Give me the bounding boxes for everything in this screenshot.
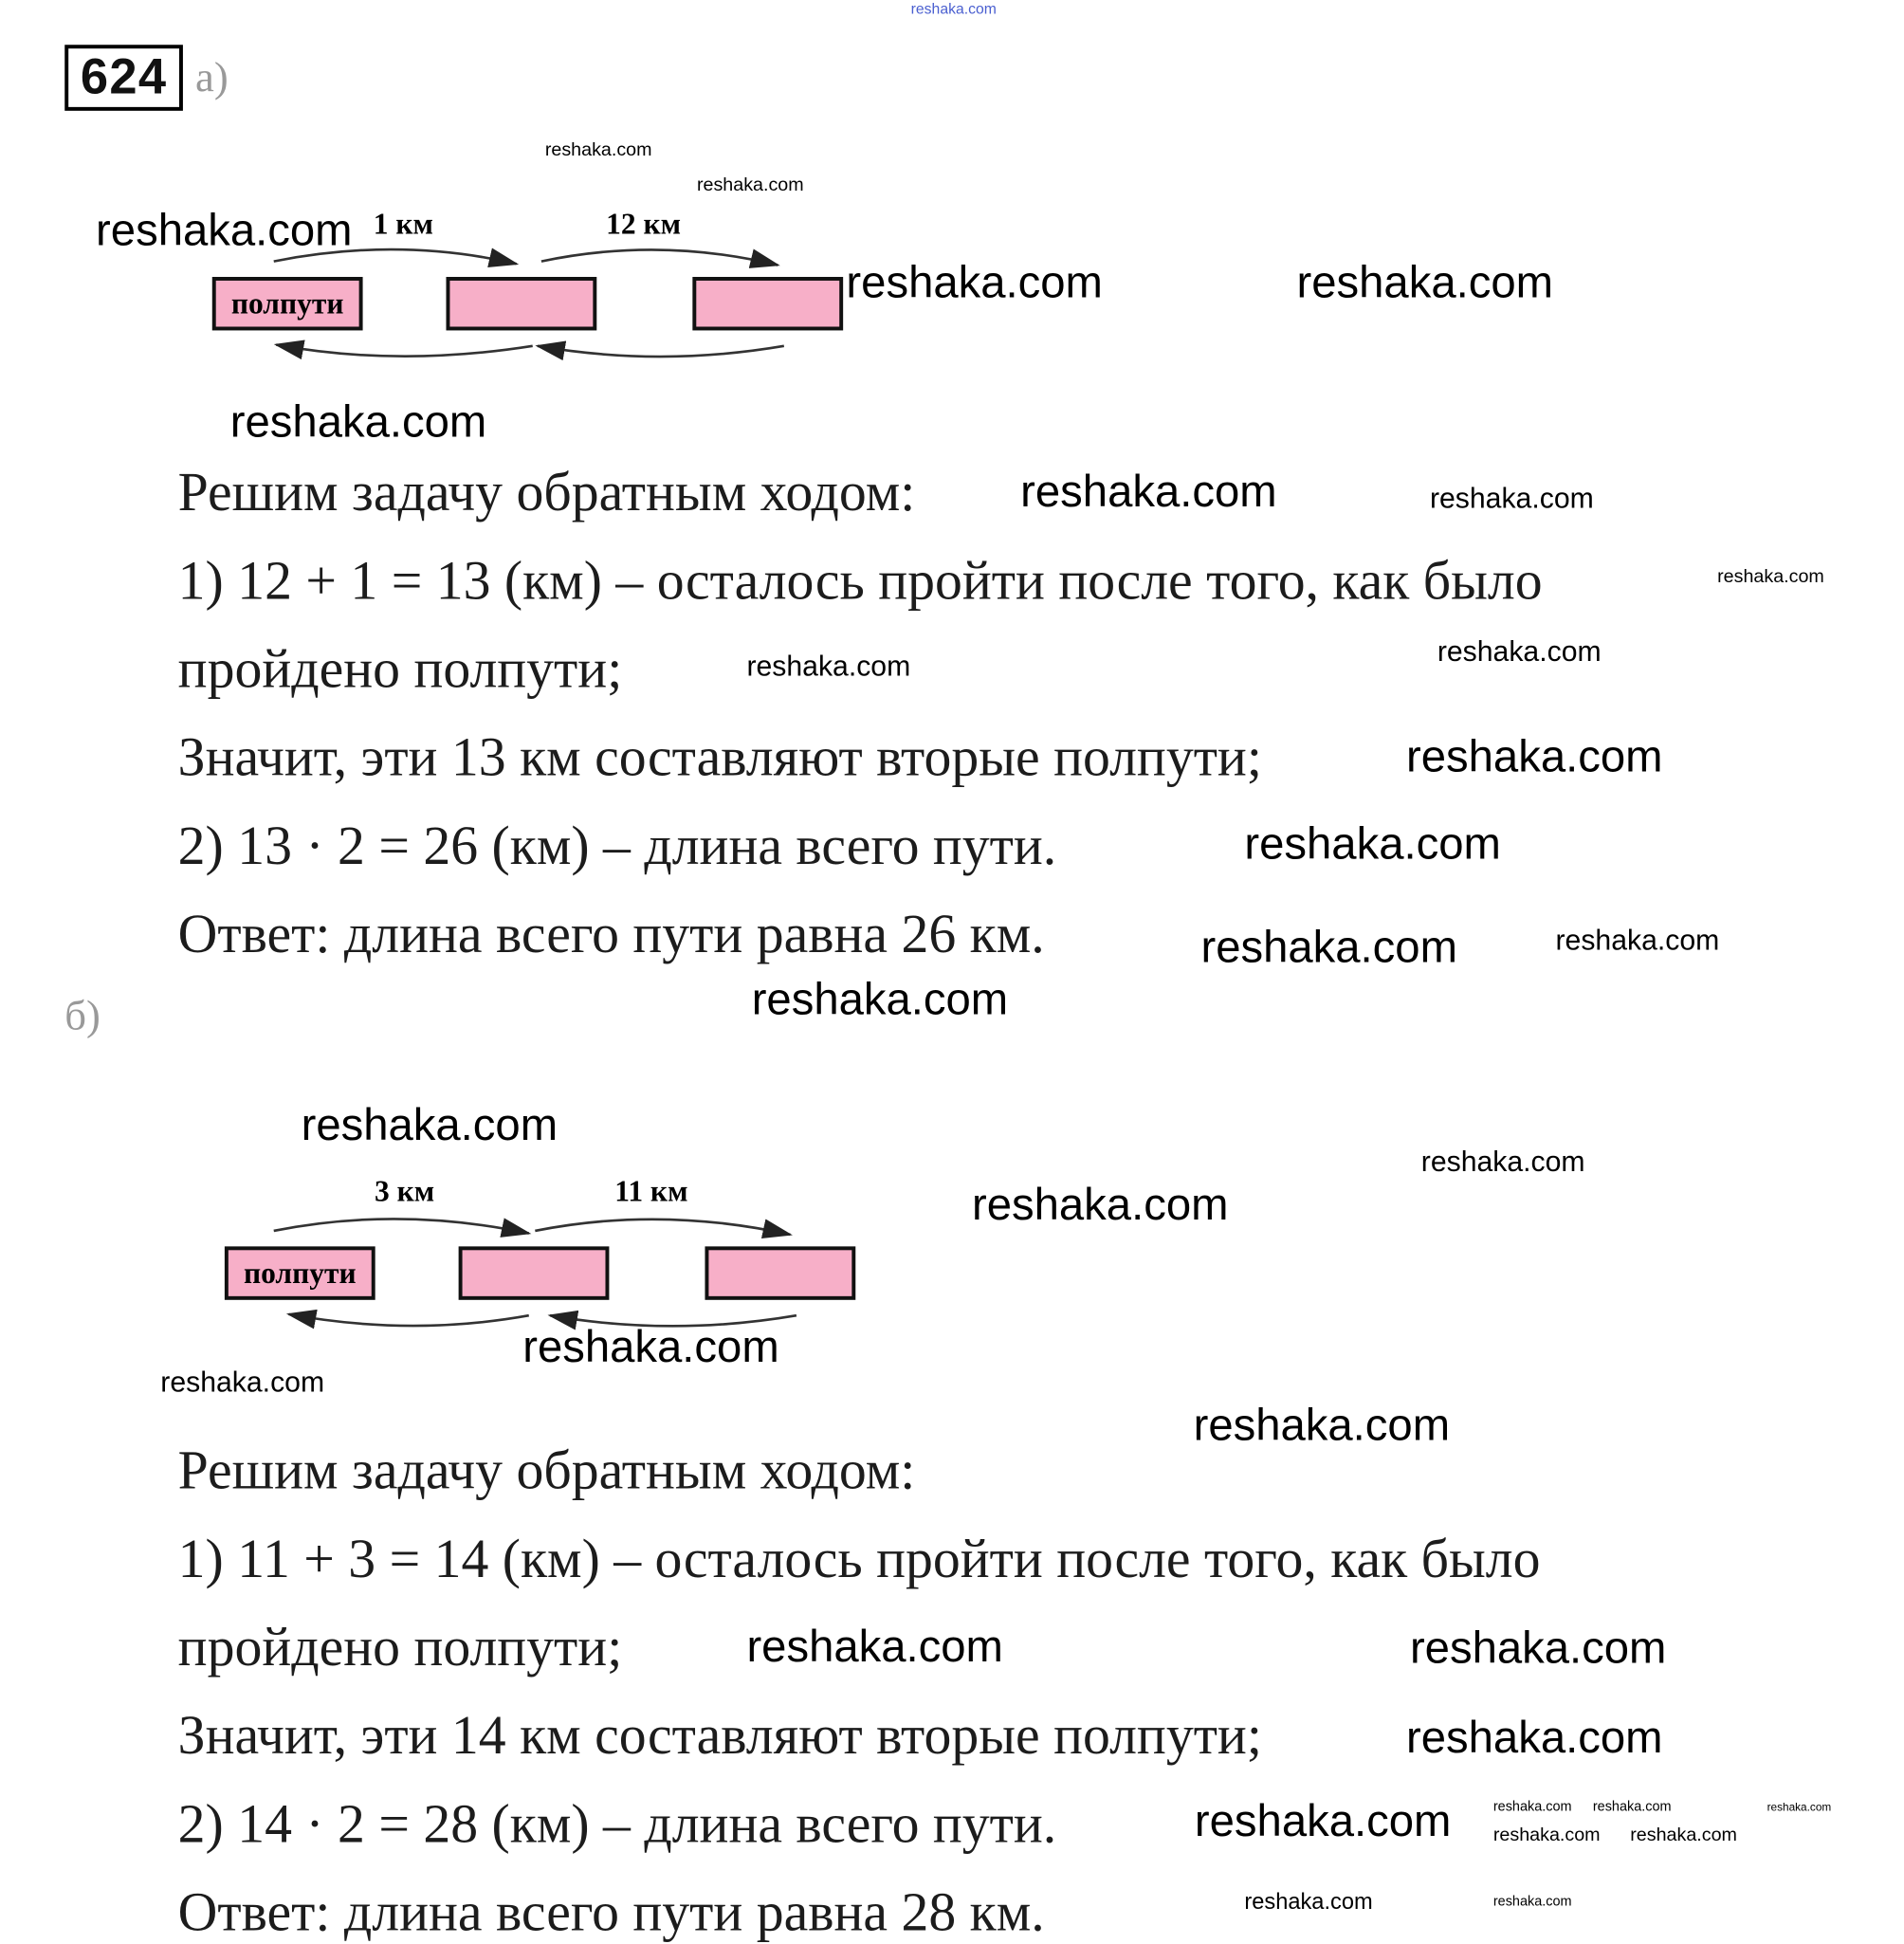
watermark: reshaka.com [1244, 817, 1501, 870]
segment2-label: 11 км [614, 1174, 688, 1208]
text-line: пройдено полпути; [177, 638, 623, 700]
watermark: reshaka.com [1492, 1824, 1601, 1846]
watermark: reshaka.com [746, 1620, 1003, 1672]
watermark: reshaka.com [751, 973, 1009, 1025]
part-b-label: б) [64, 993, 101, 1039]
segment2-label: 12 км [606, 207, 682, 241]
watermark: reshaka.com [301, 1098, 558, 1150]
watermark: reshaka.com [1630, 1824, 1737, 1846]
segment1-label: 3 км [375, 1174, 435, 1208]
text-line: пройдено полпути; [177, 1616, 623, 1678]
text-line: 1) 11 + 3 = 14 (км) – осталось пройти после того, как было [177, 1528, 1541, 1589]
arrow-forward-2 [535, 1220, 790, 1235]
segment1-label: 1 км [373, 207, 433, 241]
box-middle [448, 279, 595, 328]
text-line: Решим задачу обратным ходом: [177, 1440, 916, 1501]
text-line: 1) 12 + 1 = 13 (км) – осталось пройти после того, как было [177, 550, 1543, 612]
diagram-b [199, 1156, 896, 1343]
watermark: reshaka.com [1193, 1399, 1451, 1450]
arrow-back-2 [276, 345, 532, 357]
box-middle [461, 1248, 608, 1297]
watermark: reshaka.com [1592, 1799, 1672, 1815]
watermark: reshaka.com [1767, 1801, 1832, 1814]
arrow-forward-1 [274, 1219, 529, 1233]
watermark: reshaka.com [1194, 1794, 1452, 1846]
watermark: reshaka.com [1429, 481, 1594, 515]
watermark: reshaka.com [1296, 256, 1553, 308]
watermark: reshaka.com [971, 1178, 1229, 1230]
box-end [706, 1248, 853, 1297]
arrow-back-1 [538, 346, 784, 357]
box-end [694, 279, 841, 328]
watermark: reshaka.com [96, 204, 353, 256]
watermark: reshaka.com [229, 395, 487, 448]
text-line: Значит, эти 14 км составляют вторые полпути; [177, 1704, 1262, 1767]
watermark: reshaka.com [522, 1320, 779, 1372]
watermark: reshaka.com [1244, 1889, 1373, 1915]
box-label: полпути [243, 1256, 357, 1291]
watermark: reshaka.com [1406, 730, 1663, 782]
arrow-back-2 [288, 1314, 528, 1326]
text-line: Решим задачу обратным ходом: [177, 461, 916, 523]
text-line: Значит, эти 13 км составляют вторые полпути; [177, 726, 1262, 788]
watermark: reshaka.com [544, 138, 652, 161]
answer-line: Ответ: длина всего пути равна 28 км. [177, 1881, 1045, 1943]
watermark: reshaka.com [696, 174, 804, 196]
arrow-forward-2 [541, 249, 778, 265]
watermark: reshaka.com [846, 256, 1103, 308]
text-line: 2) 13 · 2 = 26 (км) – длина всего пути. [177, 815, 1057, 876]
watermark: reshaka.com [1717, 566, 1824, 588]
box-label: полпути [230, 286, 344, 321]
watermark: reshaka.com [1020, 465, 1277, 517]
text-line: 2) 14 · 2 = 28 (км) – длина всего пути. [177, 1793, 1057, 1855]
watermark: reshaka.com [1437, 634, 1602, 668]
watermark: reshaka.com [910, 0, 997, 18]
watermark: reshaka.com [1555, 923, 1720, 956]
watermark: reshaka.com [1406, 1711, 1663, 1763]
watermark: reshaka.com [1492, 1799, 1572, 1815]
watermark: reshaka.com [1409, 1622, 1667, 1673]
part-a-label: а) [195, 54, 229, 101]
watermark: reshaka.com [746, 650, 911, 683]
watermark: reshaka.com [1492, 1894, 1572, 1910]
answer-line: Ответ: длина всего пути равна 26 км. [177, 903, 1045, 965]
watermark: reshaka.com [1420, 1145, 1585, 1178]
watermark: reshaka.com [160, 1365, 325, 1398]
problem-number: 624 [64, 45, 183, 111]
watermark: reshaka.com [1200, 921, 1457, 972]
